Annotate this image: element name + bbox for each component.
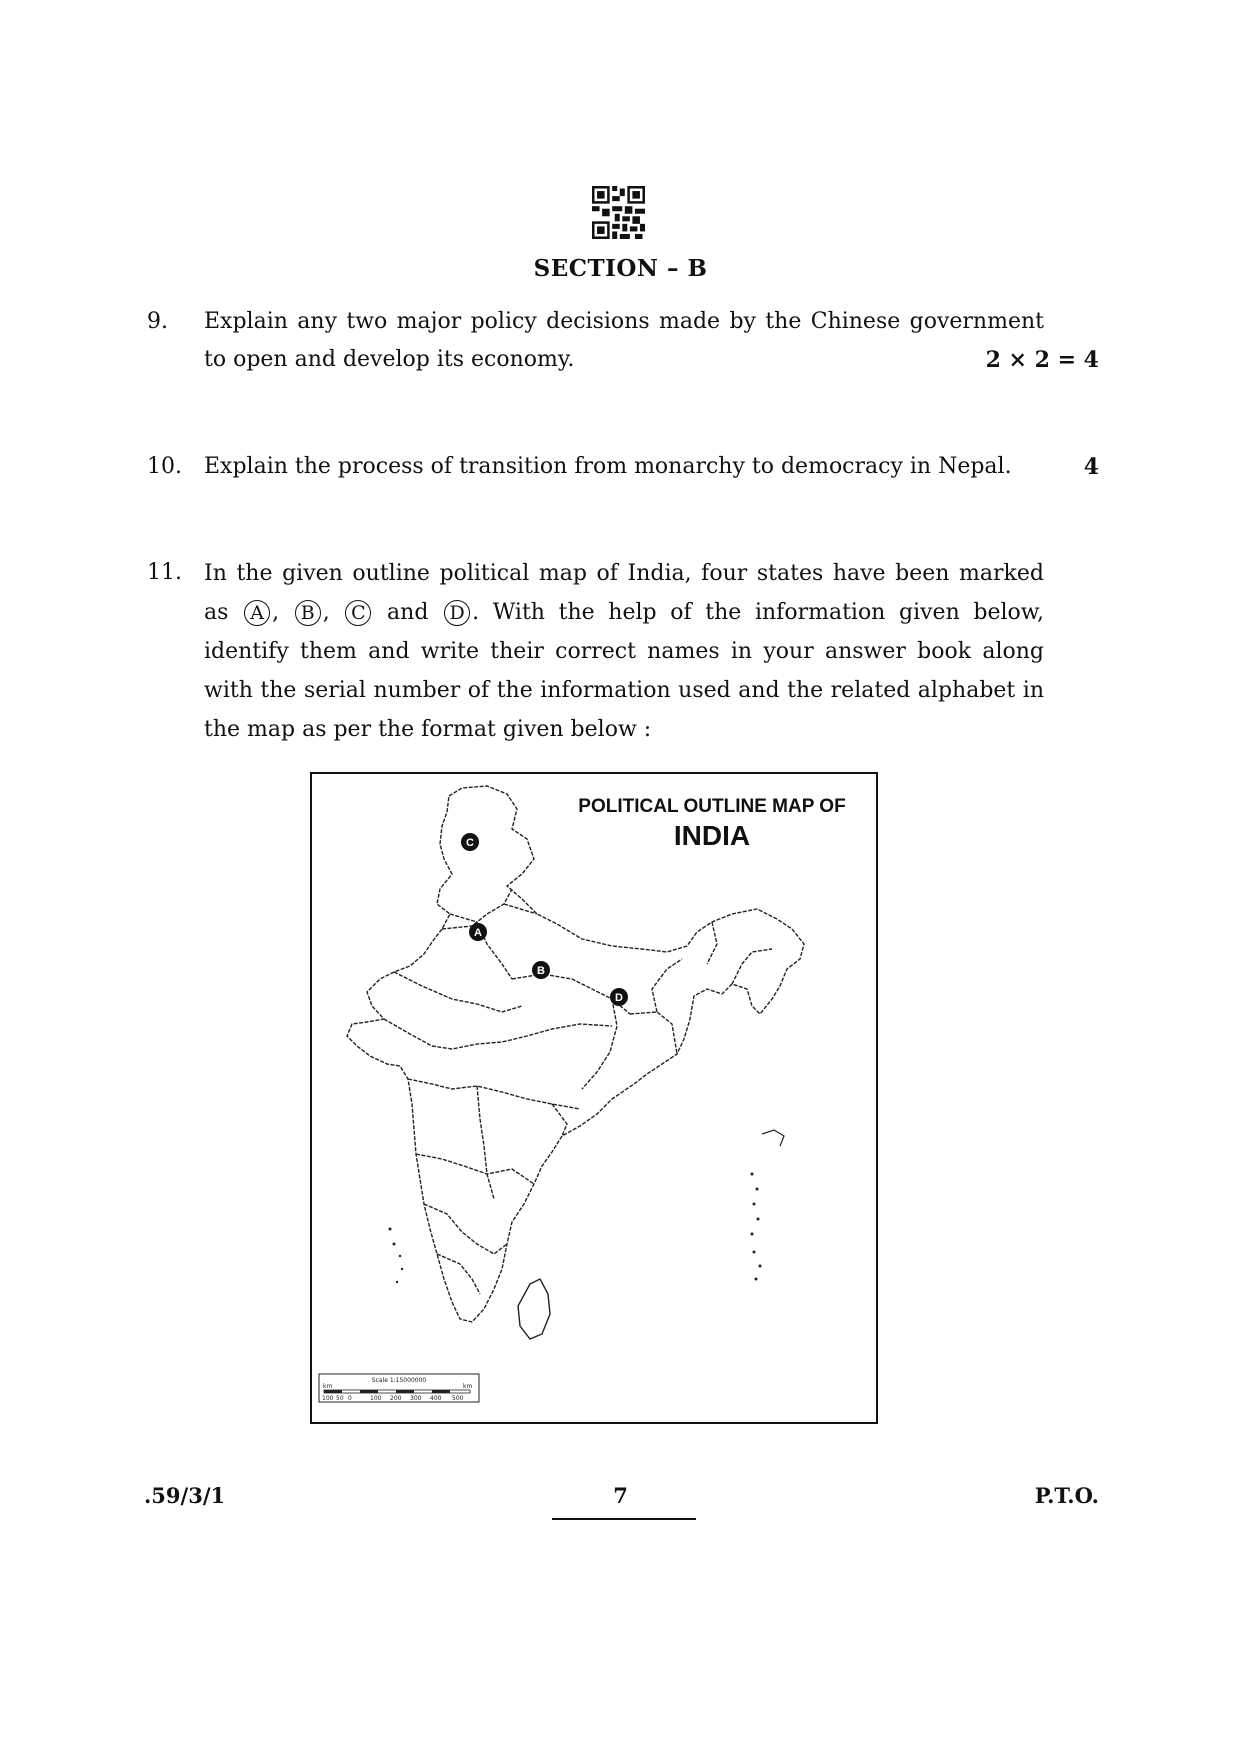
map-marker-a [469,923,487,941]
separator: , [322,600,330,625]
india-outline-map [310,772,878,1424]
scale-unit-right: km [463,1383,473,1390]
question-text-end: . With the help of the information given below, identify them and write their correct names in your answer book along with the serial number of the information used and the related alphabet in the map as per the format given below : [204,600,1044,742]
scale-tick: 100 [370,1395,382,1402]
india-map-drawing [312,774,875,1421]
label-a-circle: A [244,600,270,626]
marker-label: C [466,837,474,849]
scale-tick: 300 [410,1395,422,1402]
map-marker-c [461,833,479,851]
scale-tick: 500 [452,1395,464,1402]
scale-unit-left: km [323,1383,333,1390]
label-b-circle: B [295,600,321,626]
map-marker-b [532,961,550,979]
question-text-start: In the given outline political map of India, four states have been marked as [204,561,1044,625]
question-marks: 2 × 2 = 4 [985,347,1099,373]
scale-tick: 400 [430,1395,442,1402]
label-c-circle: C [345,600,371,626]
question-9 [0,303,1241,383]
question-text: Explain the process of transition from monarchy to democracy in Nepal. [204,454,1012,479]
question-text [204,554,1044,749]
map-marker-d [610,988,628,1006]
sri-lanka-outline [518,1279,550,1339]
question-number: 9. [147,309,168,334]
separator: , [272,600,280,625]
pto-label: P.T.O. [1034,1483,1099,1508]
marker-label: B [537,965,545,977]
islands-dots [389,1173,762,1284]
question-marks: 4 [1083,454,1099,480]
label-d-circle: D [444,600,470,626]
map-title-line2: INDIA [673,820,751,851]
question-10 [0,448,1241,488]
question-11 [0,554,1241,754]
india-border [347,786,804,1322]
question-text: Explain any two major policy decisions made by the Chinese government to open and develop its economy. [204,309,1044,372]
marker-label: A [474,927,482,939]
scale-tick: 50 [336,1395,344,1402]
page-number: 7 [613,1483,628,1508]
map-title-line1: POLITICAL OUTLINE MAP OF [578,796,846,817]
conjunction: and [387,600,429,625]
question-number: 11. [147,560,182,585]
map-scale-bar [319,1374,479,1402]
question-number: 10. [147,454,182,479]
scale-tick: 0 [348,1395,352,1402]
marker-label: D [615,992,623,1004]
page-number-underline [552,1518,696,1520]
paper-code: .59/3/1 [144,1483,226,1508]
section-title: SECTION – B [533,255,708,282]
qr-code-icon [592,186,645,239]
scale-tick: 100 [322,1395,334,1402]
scale-caption: Scale 1:15000000 [371,1377,427,1384]
scale-tick: 200 [390,1395,402,1402]
